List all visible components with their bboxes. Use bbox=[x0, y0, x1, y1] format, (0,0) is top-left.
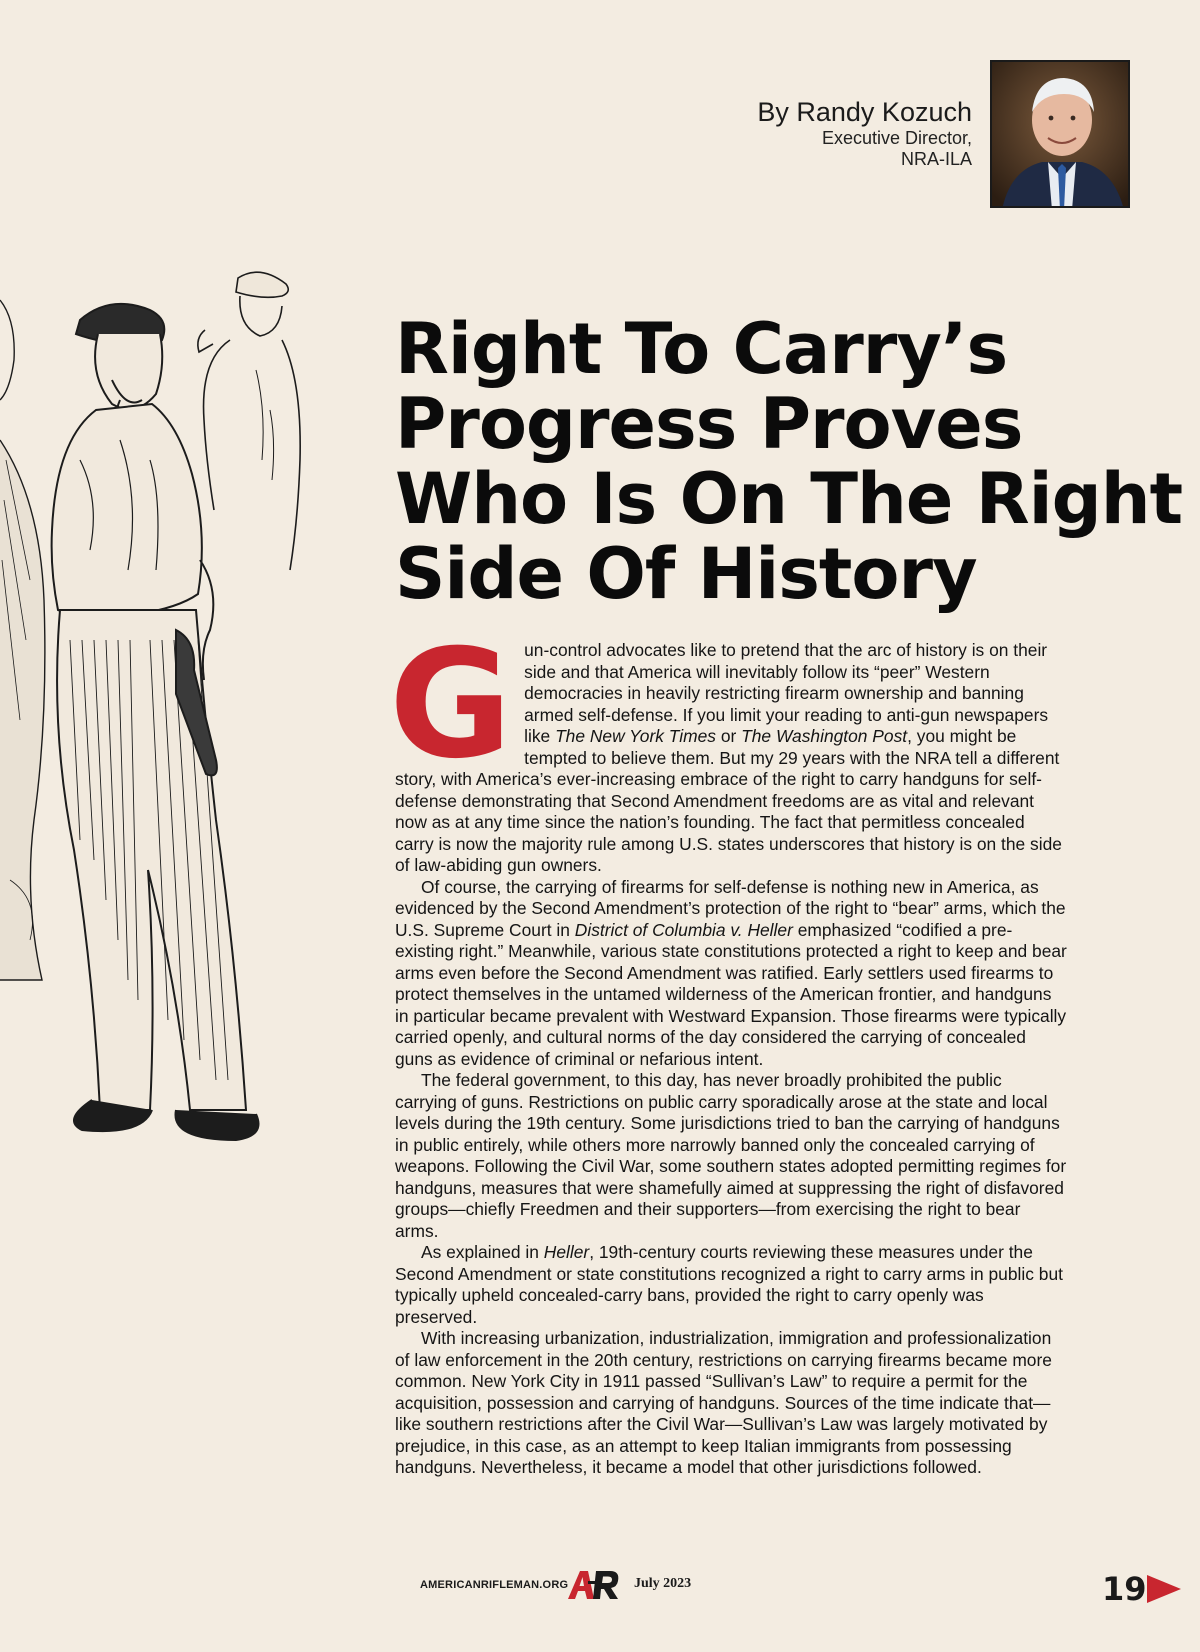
figure-background bbox=[198, 272, 300, 570]
issue-date: July 2023 bbox=[634, 1576, 692, 1591]
paragraph-4: As explained in Heller, 19th-century courts reviewing these measures under the Second Amendment or state constitutions recognized a right to carry arms in public but typically upheld concealed-carry bans, provided the right to carry openly was preserved. bbox=[395, 1242, 1063, 1327]
paragraph-2: Of course, the carrying of firearms for self-defense is nothing new in America, as evidenced by the Second Amendment’s protection of the right to “bear” arms, which the U.S. Supreme Court in District of Columbia v. Heller emphasized “codified a pre-existing right.” Meanwhile, various state constitutions protected a right to keep and bear arms even before the Second Amendment was ratified. Early settlers used firearms to protect themselves in the untamed wilderness of the American frontier, and handguns in particular became prevalent with Westward Expansion. Those firearms were typically carried openly, and cultural norms of the day considered the carrying of concealed guns as evidence of criminal or nefarious intent. bbox=[395, 876, 1067, 1069]
paragraph-5: With increasing urbanization, industrialization, immigration and professionalization of law enforcement in the 20th century, restrictions on carrying firearms became more common. New York City in 1911 passed “Sullivan’s Law” to require a permit for the acquisition, possession and carrying of handguns. Sources of the time indicate that—like southern restrictions after the Civil War—Sullivan’s Law was largely motivated by prejudice, in this case, as an attempt to keep Italian immigrants from possessing handguns. Nevertheless, it became a model that other jurisdictions followed. bbox=[395, 1328, 1052, 1477]
figure-main bbox=[52, 304, 259, 1140]
next-page-arrow-icon[interactable] bbox=[1147, 1575, 1181, 1603]
article-headline: Right To Carry’s Progress Proves Who Is On The Right Side Of History bbox=[395, 308, 1183, 615]
author-name: By Randy Kozuch bbox=[757, 97, 972, 127]
figure-left-edge bbox=[0, 300, 45, 980]
paragraph-1: Gun-control advocates like to pretend that the arc of history is on their side and that America will inevitably follow its “peer” Western democracies in heavily restricting firearm ownership and banning armed self-defense. If you limit your reading to anti-gun newspapers like The New York Times or The Washington Post, you might be tempted to believe them. But my 29 years with the NRA tell a different story, with America’s ever-increasing embrace of the right to carry handguns for self-defense demonstrating that Second Amendment freedoms are as vital and relevant now as at any time since the nation’s founding. The fact that permitless concealed carry is now the majority rule among U.S. states underscores that history is on the side of law-abiding gun owners. bbox=[389, 618, 1062, 875]
page-number: 19 bbox=[1102, 1570, 1147, 1608]
byline bbox=[757, 96, 972, 170]
page-footer bbox=[420, 1565, 1140, 1605]
author-photo bbox=[990, 60, 1130, 208]
drop-cap: G bbox=[389, 618, 513, 792]
author-role: Executive Director, bbox=[821, 128, 972, 148]
paragraph-3: The federal government, to this day, has never broadly prohibited the public carrying of guns. Restrictions on public carry sporadically arose at the state and local levels during the 19th century. Some jurisdictions tried to ban the carrying of handguns in public entirely, while others more narrowly banned only the concealed carrying of weapons. Following the Civil War, some southern states adopted permitting regimes for handguns, measures that were shamefully aimed at suppressing the right of disfavored groups—chiefly Freedmen and their supporters—from exercising the right to bear arms. bbox=[395, 1070, 1067, 1241]
american-rifleman-logo bbox=[566, 1567, 624, 1601]
article-body bbox=[389, 618, 1067, 1479]
footer-website[interactable]: AMERICANRIFLEMAN.ORG bbox=[420, 1579, 569, 1591]
ink-illustration bbox=[0, 260, 330, 1200]
author-organization: NRA-ILA bbox=[900, 149, 972, 169]
